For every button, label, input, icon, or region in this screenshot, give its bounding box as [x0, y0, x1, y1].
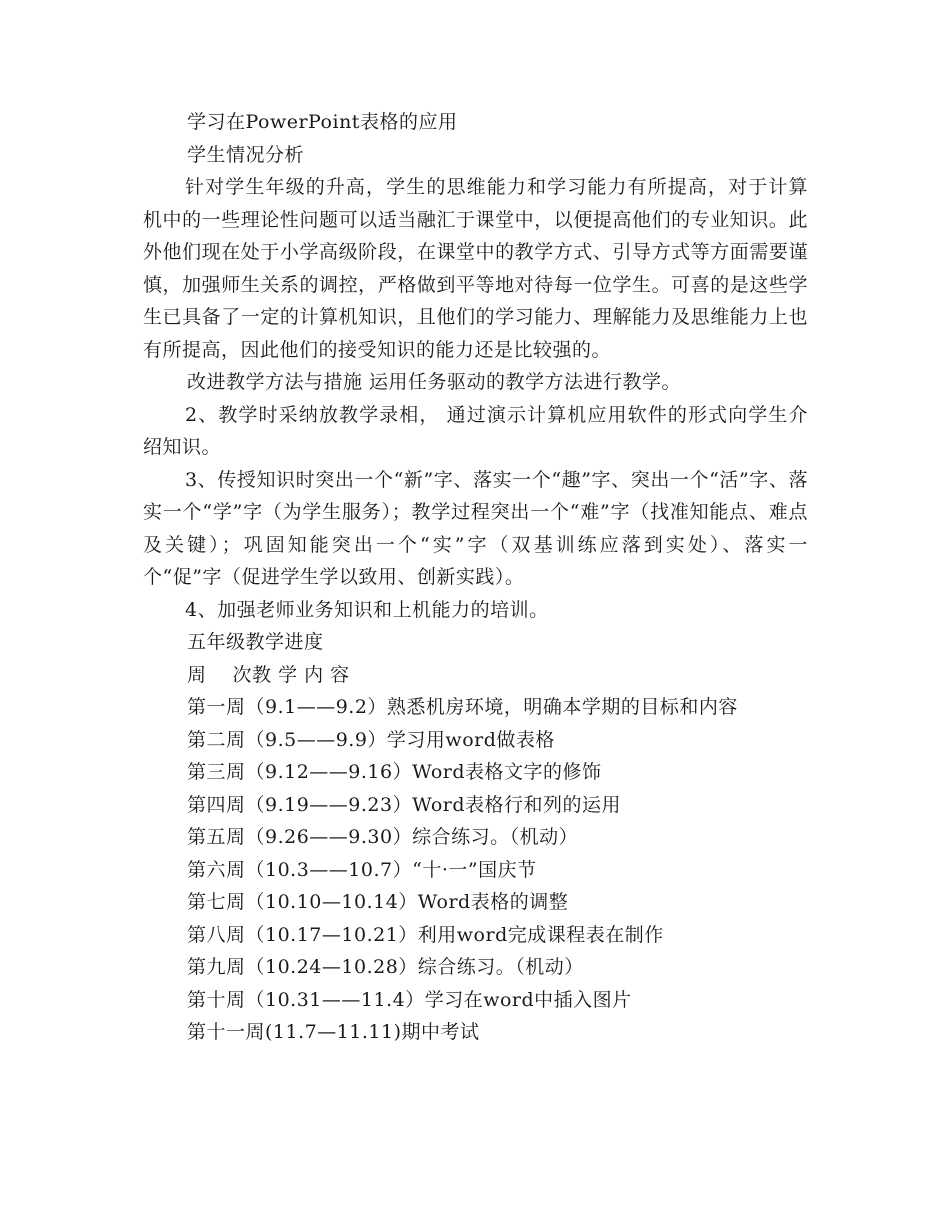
schedule-title: 五年级教学进度 [187, 631, 324, 653]
student-analysis-paragraph: 针对学生年级的升高，学生的思维能力和学习能力有所提高，对于计算机中的一些理论性问题可以适当融汇于课堂中，以便提高他们的专业知识。此外他们现在处于小学高级阶段，在课堂中的教学方式、引导方式等方面需要谨慎，加强师生关系的调控，严格做到平等地对待每一位学生。可喜的是这些学生已具备了一定的计算机知识，且他们的学习能力、理解能力及思维能力上也有所提高，因此他们的接受知识的能力还是比较强的。 [143, 176, 808, 361]
schedule-row: 第十一周(11.7—11.11)期中考试 [187, 1021, 480, 1043]
methods-item-4: 4、加强老师业务知识和上机能力的培训。 [185, 598, 549, 621]
schedule-row: 第一周（9.1——9.2）熟悉机房环境，明确本学期的目标和内容 [187, 696, 738, 718]
document-body [143, 106, 808, 1049]
methods-item-2: 2、教学时采纳放教学录相， 通过演示计算机应用软件的形式向学生介绍知识。 [143, 403, 808, 458]
schedule-row: 第五周（9.26——9.30）综合练习。（机动） [187, 826, 579, 848]
schedule-row: 第八周（10.17—10.21）利用word完成课程表在制作 [187, 923, 664, 946]
schedule-row: 第三周（9.12——9.16）Word表格文字的修饰 [187, 761, 602, 783]
schedule-row: 第九周（10.24—10.28）综合练习。（机动） [187, 956, 584, 978]
schedule-row: 第六周（10.3——10.7）“十·一”国庆节 [187, 858, 537, 881]
document-heading: 学习在PowerPoint表格的应用 [187, 111, 458, 133]
schedule-row: 第七周（10.10—10.14）Word表格的调整 [187, 891, 569, 913]
student-analysis-title: 学生情况分析 [187, 143, 305, 166]
methods-title: 改进教学方法与措施 运用任务驱动的教学方法进行教学。 [187, 371, 682, 393]
schedule-row: 第十周（10.31——11.4）学习在word中插入图片 [187, 988, 632, 1011]
schedule-row: 第四周（9.19——9.23）Word表格行和列的运用 [187, 793, 622, 816]
schedule-row: 第二周（9.5——9.9）学习用word做表格 [187, 728, 555, 751]
methods-item-3: 3、传授知识时突出一个“新”字、落实一个“趣”字、突出一个“活”字、落实一个“学”字（为学生服务）；教学过程突出一个“难”字（找准知能点、难点及关键）；巩固知能突出一个“实”字（双基训练应落到实处）、落实一个“促”字（促进学生学以致用、创新实践）。 [143, 468, 808, 588]
schedule-list [143, 691, 808, 1049]
schedule-header: 周 次教 学 内 容 [187, 663, 350, 686]
